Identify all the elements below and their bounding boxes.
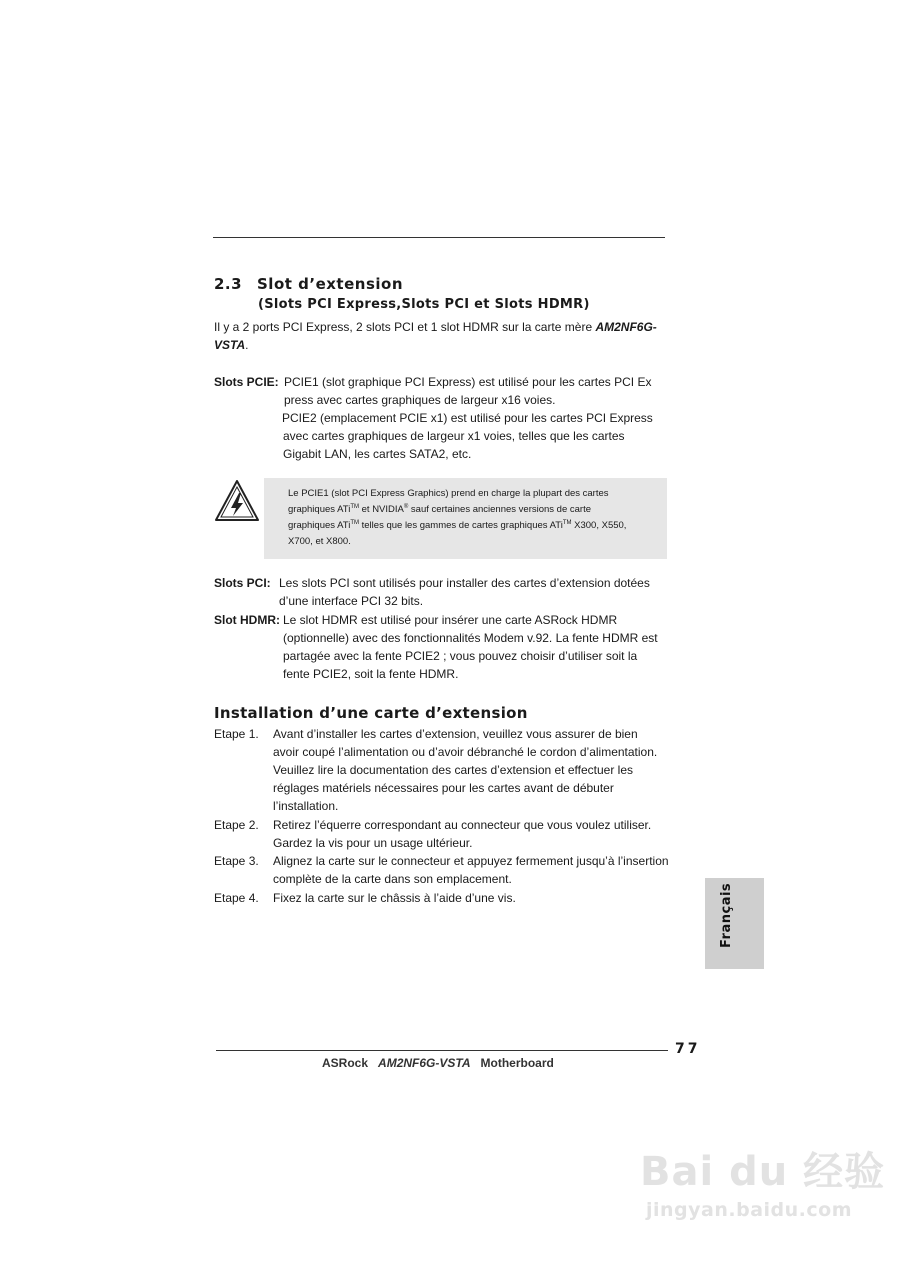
- note-text: graphiques ATi: [288, 520, 351, 531]
- step-line: Veuillez lire la documentation des cartes d’extension et effectuer les: [273, 763, 633, 777]
- step-line: avoir coupé l’alimentation ou d’avoir débranché le cordon d’alimentation.: [273, 745, 658, 759]
- intro-model: AM2NF6G-: [595, 320, 657, 334]
- slots-pcie-label: Slots PCIE:: [214, 375, 279, 389]
- language-tab-label: Français: [719, 882, 734, 948]
- slots-pcie-line: PCIE2 (emplacement PCIE x1) est utilisé pour les cartes PCI Express: [282, 411, 653, 425]
- intro-text: Il y a 2 ports PCI Express, 2 slots PCI et 1 slot HDMR sur la carte mère: [214, 320, 596, 334]
- intro-end: .: [245, 338, 249, 352]
- slots-pcie-line: press avec cartes graphiques de largeur x16 voies.: [284, 393, 556, 407]
- slot-hdmr-label: Slot HDMR:: [214, 613, 280, 627]
- slot-hdmr-line: (optionnelle) avec des fonctionnalités Modem v.92. La fente HDMR est: [283, 631, 658, 645]
- section-subtitle: (Slots PCI Express,Slots PCI et Slots HDMR): [258, 297, 590, 312]
- registered-mark: ®: [403, 504, 409, 510]
- page-number: 77: [675, 1041, 701, 1057]
- slot-hdmr-line: fente PCIE2, soit la fente HDMR.: [283, 667, 459, 681]
- step-line: Retirez l’équerre correspondant au connecteur que vous voulez utiliser.: [273, 818, 652, 832]
- bottom-rule: [216, 1050, 668, 1051]
- step-label: Etape 1.: [214, 727, 259, 741]
- trademark-mark: TM: [562, 520, 572, 526]
- watermark-logo-text: Bai du 经验: [640, 1149, 886, 1195]
- baidu-watermark: [640, 1140, 885, 1221]
- step-label: Etape 2.: [214, 818, 259, 832]
- intro-model-cont: VSTA: [214, 338, 246, 352]
- note-line-3: [288, 518, 626, 534]
- trademark-mark: TM: [350, 520, 359, 526]
- step-line: Alignez la carte sur le connecteur et appuyez fermement jusqu’à l’insertion: [273, 854, 669, 868]
- step-label: Etape 3.: [214, 854, 259, 868]
- footer-brand: ASRock: [322, 1056, 369, 1070]
- slots-pci-line: d’une interface PCI 32 bits.: [279, 594, 424, 608]
- intro-line-2: [214, 336, 248, 354]
- slots-pcie-line: avec cartes graphiques de largeur x1 voies, telles que les cartes: [283, 429, 625, 443]
- warning-icon: [213, 478, 261, 524]
- slots-pcie-line: Gigabit LAN, les cartes SATA2, etc.: [283, 447, 472, 461]
- watermark-url: jingyan.baidu.com: [646, 1199, 852, 1221]
- trademark-mark: TM: [350, 504, 359, 510]
- note-text: sauf certaines anciennes versions de carte: [408, 504, 592, 515]
- note-line-2: [288, 502, 591, 518]
- note-line-1: Le PCIE1 (slot PCI Express Graphics) prend en charge la plupart des cartes: [288, 488, 609, 499]
- step-line: réglages matériels nécessaires pour les cartes avant de débuter: [273, 781, 614, 795]
- note-text: et NVIDIA: [359, 504, 404, 515]
- footer-text: [322, 1056, 554, 1070]
- install-title: Installation d’une carte d’extension: [214, 704, 528, 722]
- step-label: Etape 4.: [214, 891, 259, 905]
- slots-pci-line: Les slots PCI sont utilisés pour installer des cartes d’extension dotées: [279, 576, 650, 590]
- step-line: Avant d’installer les cartes d’extension, veuillez vous assurer de bien: [273, 727, 638, 741]
- slot-hdmr-line: partagée avec la fente PCIE2 ; vous pouvez choisir d’utiliser soit la: [283, 649, 638, 663]
- slot-hdmr-line: Le slot HDMR est utilisé pour insérer une carte ASRock HDMR: [283, 613, 618, 627]
- top-rule: [213, 237, 665, 238]
- note-line-4: X700, et X800.: [288, 536, 351, 547]
- step-line: l’installation.: [273, 799, 339, 813]
- step-line: Gardez la vis pour un usage ultérieur.: [273, 836, 473, 850]
- slots-pci-label: Slots PCI:: [214, 576, 271, 590]
- language-tab: [705, 878, 764, 969]
- step-line: Fixez la carte sur le châssis à l’aide d’une vis.: [273, 891, 516, 905]
- step-line: complète de la carte dans son emplacement.: [273, 872, 512, 886]
- note-text: telles que les gammes de cartes graphiques ATi: [359, 520, 563, 531]
- footer-model: AM2NF6G-VSTA: [378, 1056, 471, 1070]
- intro-line-1: [214, 318, 657, 336]
- section-title: Slot d’extension: [257, 275, 404, 293]
- note-text: X300, X550,: [571, 520, 627, 531]
- footer-product: Motherboard: [480, 1056, 554, 1070]
- section-number: 2.3: [214, 275, 243, 293]
- slots-pcie-line: PCIE1 (slot graphique PCI Express) est utilisé pour les cartes PCI Ex: [284, 375, 652, 389]
- note-text: graphiques ATi: [288, 504, 351, 515]
